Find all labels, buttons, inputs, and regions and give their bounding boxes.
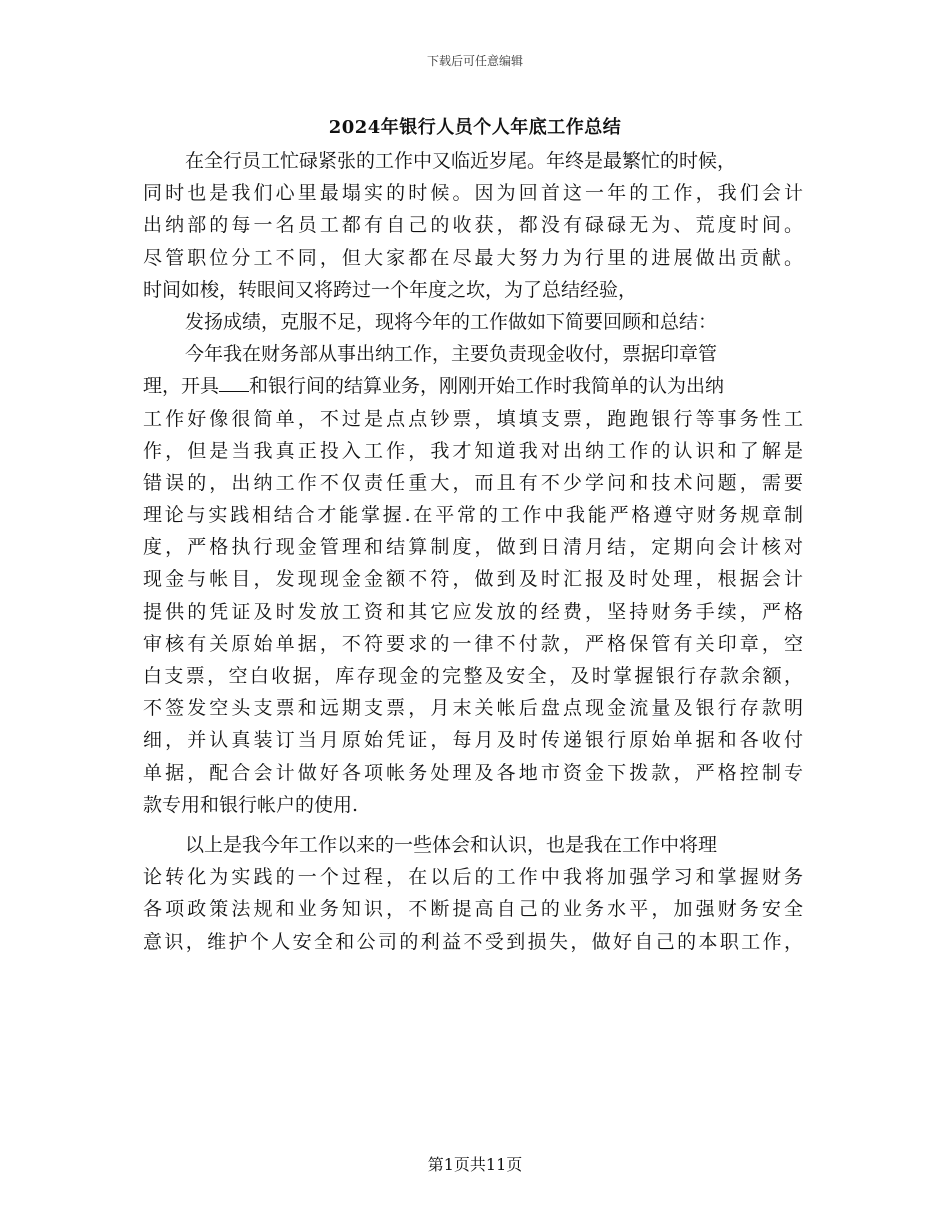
paragraph-3-line: 现金与帐目，发现现金金额不符，做到及时汇报及时处理，根据会计 [143,568,803,591]
paragraph-1-line: 尽管职位分工不同，但大家都在尽最大努力为行里的进展做出贡献。 [143,246,803,269]
paragraph-3-line: 细，并认真装订当月原始凭证，每月及时传递银行原始单据和各收付 [143,729,803,752]
paragraph-3-text-after-blank: 和银行间的结算业务，刚刚开始工作时我简单的认为出纳 [249,375,725,398]
paragraph-3-line: 提供的凭证及时发放工资和其它应发放的经费，坚持财务手续，严格 [143,600,803,623]
paragraph-3-line: 理论与实践相结合才能掌握.在平常的工作中我能严格遵守财务规章制 [143,504,803,527]
paragraph-3-line: 度，严格执行现金管理和结算制度，做到日清月结，定期向会计核对 [143,536,803,559]
paragraph-3-line: 不签发空头支票和远期支票，月末关帐后盘点现金流量及银行存款明 [143,697,803,720]
paragraph-4-line: 论转化为实践的一个过程，在以后的工作中我将加强学习和掌握财务 [143,866,803,889]
paragraph-3-line: 作，但是当我真正投入工作，我才知道我对出纳工作的认识和了解是 [143,439,803,462]
paragraph-3-line: 审核有关原始单据，不符要求的一律不付款，严格保管有关印章，空 [143,632,803,655]
paragraph-3-text-before-blank: 理，开具 [143,375,220,398]
paragraph-3-line: 款专用和银行帐户的使用. [143,793,359,816]
paragraph-1-line: 同时也是我们心里最塌实的时候。因为回首这一年的工作，我们会计 [143,182,803,205]
paragraph-1-line: 出纳部的每一名员工都有自己的收获，都没有碌碌无为、荒度时间。 [143,214,803,237]
paragraph-3-line-with-blank [143,370,803,402]
fill-in-blank [219,373,249,392]
paragraph-2-line: 发扬成绩，克服不足，现将今年的工作做如下简要回顾和总结： [185,310,718,333]
paragraph-4-line: 以上是我今年工作以来的一些体会和认识，也是我在工作中将理 [185,833,718,856]
paragraph-gap [143,821,803,829]
paragraph-4-line: 意识，维护个人安全和公司的利益不受到损失，做好自己的本职工作， [143,930,803,953]
paragraph-3-line: 工作好像很简单，不过是点点钞票，填填支票，跑跑银行等事务性工 [143,407,803,430]
paragraph-3-line: 今年我在财务部从事出纳工作，主要负责现金收付，票据印章管 [185,343,718,366]
page-header-note: 下载后可任意编辑 [426,54,523,68]
paragraph-1-line: 在全行员工忙碌紧张的工作中又临近岁尾。年终是最繁忙的时候， [185,150,737,172]
page-footer-number: 第1页共11页 [427,1155,523,1174]
paragraph-1-line: 时间如梭，转眼间又将跨过一个年度之坎，为了总结经验， [143,278,638,301]
document-body [143,145,803,958]
document-title: 2024年银行人员个人年底工作总结 [328,117,622,138]
paragraph-3-line: 单据，配合会计做好各项帐务处理及各地市资金下拨款，严格控制专 [143,761,803,784]
paragraph-4-line: 各项政策法规和业务知识，不断提高自己的业务水平，加强财务安全 [143,898,803,921]
paragraph-3-line: 错误的，出纳工作不仅责任重大，而且有不少学问和技术问题，需要 [143,471,803,494]
paragraph-3-line: 白支票，空白收据，库存现金的完整及安全，及时掌握银行存款余额， [143,665,803,687]
